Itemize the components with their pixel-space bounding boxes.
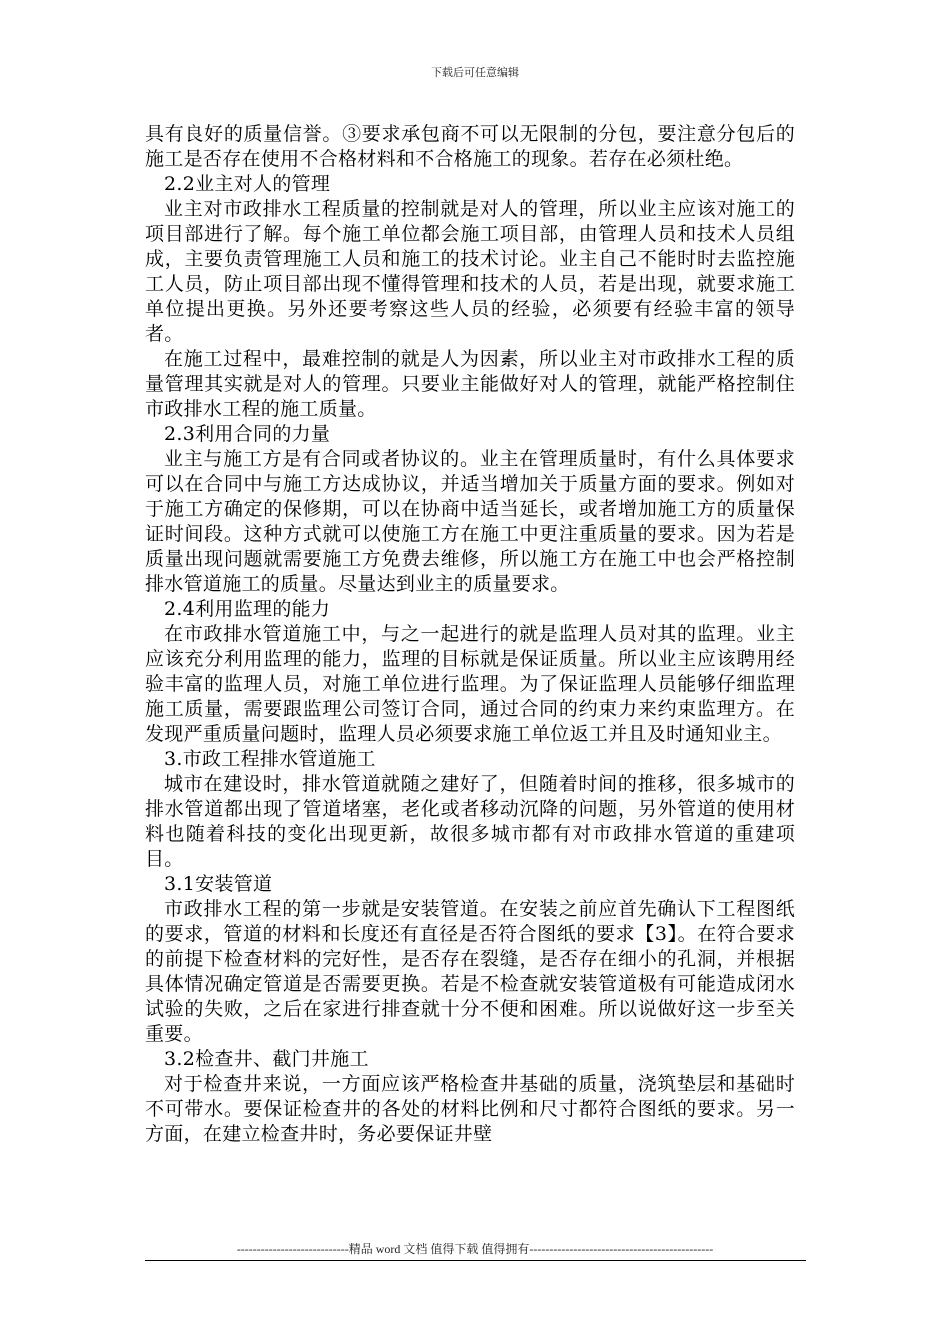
document-body: [145, 122, 795, 1147]
paragraph-6: 城市在建设时，排水管道就随之建好了，但随着时间的推移，很多城市的排水管道都出现了管道堵塞，老化或者移动沉降的问题，另外管道的使用材料也随着科技的变化出现更新，故很多城市都有对市政排水管道的重建项目。: [145, 773, 795, 870]
paragraph-8: 对于检查井来说，一方面应该严格检查井基础的质量，浇筑垫层和基础时不可带水。要保证检查井的各处的材料比例和尺寸都符合图纸的要求。另一方面，在建立检查井时，务必要保证井壁: [145, 1073, 795, 1145]
paragraph-3: 在施工过程中，最难控制的就是人为因素，所以业主对市政排水工程的质量管理其实就是对人的管理。只要业主能做好对人的管理，就能严格控制住市政排水工程的施工质量。: [145, 348, 795, 420]
page-header-note: 下载后可任意编辑: [431, 66, 519, 79]
footer-text: ----------------------------精品 word 文档 值得下载 值得拥有----------------------------------------------: [236, 1242, 714, 1256]
heading-3-1: 3.1安装管道: [164, 873, 273, 895]
page-footer: [0, 1242, 950, 1257]
paragraph-4: 业主与施工方是有合同或者协议的。业主在管理质量时，有什么具体要求可以在合同中与施工方达成协议，并适当增加关于质量方面的要求。例如对于施工方确定的保修期，可以在协商中适当延长，或者增加施工方的质量保证时间段。这种方式就可以使施工方在施工中更注重质量的要求。因为若是质量出现问题就需要施工方免费去维修，所以施工方在施工中也会严格控制排水管道施工的质量。尽量达到业主的质量要求。: [145, 448, 795, 595]
paragraph-1: 具有良好的质量信誉。③要求承包商不可以无限制的分包，要注意分包后的施工是否存在使用不合格材料和不合格施工的现象。若存在必须杜绝。: [145, 123, 795, 170]
paragraph-5: 在市政排水管道施工中，与之一起进行的就是监理人员对其的监理。业主应该充分利用监理的能力，监理的目标就是保证质量。所以业主应该聘用经验丰富的监理人员，对施工单位进行监理。为了保证监理人员能够仔细监理施工质量，需要跟监理公司签订合同，通过合同的约束力来约束监理方。在发现严重质量问题时，监理人员必须要求施工单位返工并且及时通知业主。: [145, 623, 795, 745]
paragraph-7: 市政排水工程的第一步就是安装管道。在安装之前应首先确认下工程图纸的要求，管道的材料和长度还有直径是否符合图纸的要求【3】。在符合要求的前提下检查材料的完好性，是否存在裂缝，是否存在细小的孔洞，并根据具体情况确定管道是否需要更换。若是不检查就安装管道极有可能造成闭水试验的失败，之后在家进行排查就十分不便和困难。所以说做好这一步至关重要。: [145, 898, 795, 1045]
heading-3: 3.市政工程排水管道施工: [164, 748, 376, 770]
heading-2-3: 2.3利用合同的力量: [164, 423, 331, 445]
footer-divider: [145, 1260, 806, 1261]
heading-3-2: 3.2检查井、截门井施工: [164, 1048, 369, 1070]
heading-2-2: 2.2业主对人的管理: [164, 173, 331, 195]
paragraph-2: 业主对市政排水工程质量的控制就是对人的管理，所以业主应该对施工的项目部进行了解。每个施工单位都会施工项目部，由管理人员和技术人员组成，主要负责管理施工人员和施工的技术讨论。业主自己不能时时去监控施工人员，防止项目部出现不懂得管理和技术的人员，若是出现，就要求施工单位提出更换。另外还要考察这些人员的经验，必须要有经验丰富的领导者。: [145, 198, 795, 345]
heading-2-4: 2.4利用监理的能力: [164, 598, 331, 620]
